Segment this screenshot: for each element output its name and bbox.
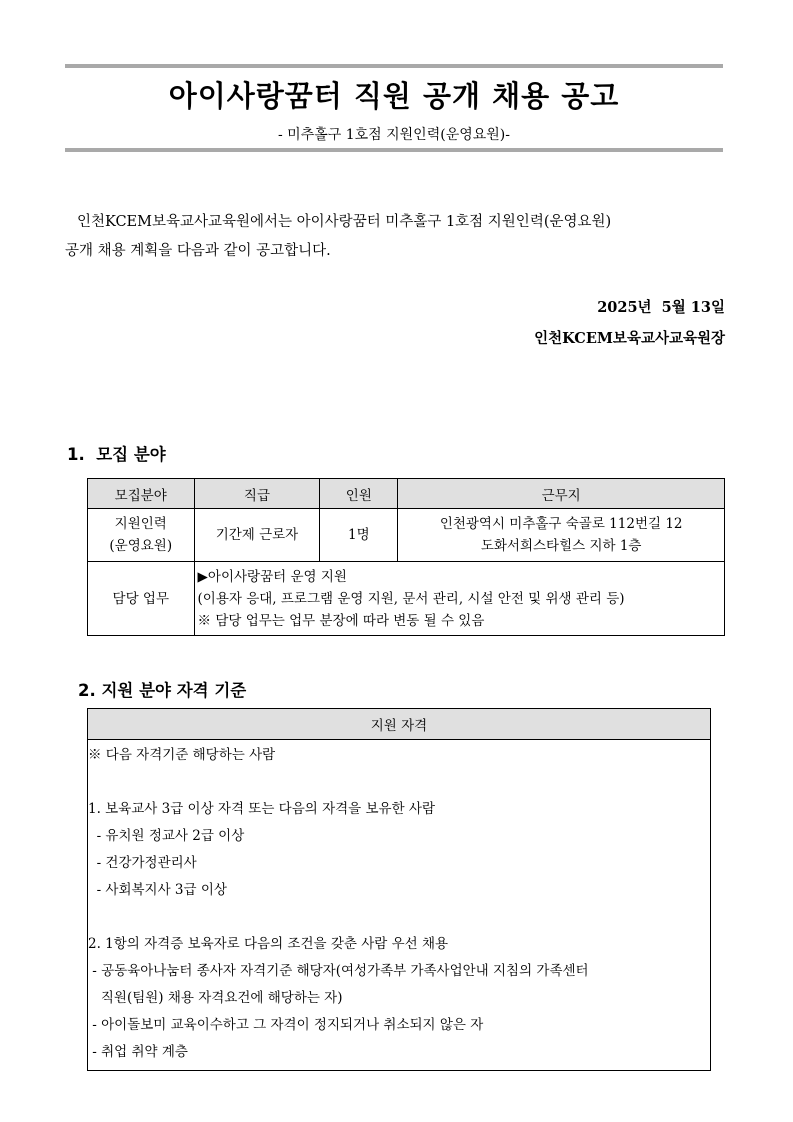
intro-paragraph [65, 208, 725, 266]
table-row [88, 509, 725, 562]
rank-cell: 기간제 근로자 [194, 509, 320, 562]
table-row [88, 740, 711, 1071]
qualification-cell [88, 740, 711, 1071]
duty-line: (이용자 응대, 프로그램 운영 지원, 문서 관리, 시설 안전 및 위생 관리 등) [197, 590, 625, 607]
page-title: 아이사랑꿈터 직원 공개 채용 공고 [168, 79, 620, 113]
duty-line: ▶아이사랑꿈터 운영 지원 [197, 568, 347, 585]
duty-cell [194, 562, 724, 636]
spacer [88, 904, 710, 931]
location-cell [398, 509, 725, 562]
qualification-sub-item: - 취업 취약 계층 [88, 1044, 188, 1060]
field-line: 지원인력 [114, 516, 167, 532]
duty-line: ※ 담당 업무는 업무 분장에 따라 변동 될 수 있음 [197, 612, 485, 629]
count-cell: 1명 [320, 509, 398, 562]
qualification-sub-item: - 아이돌보미 교육이수하고 그 자격이 정지되거나 취소되지 않은 자 [88, 1017, 484, 1033]
issuer-name: 인천KCEM보육교사교육원장 [534, 330, 725, 347]
top-rule [65, 64, 723, 68]
column-header: 직급 [194, 479, 320, 509]
column-header: 모집분야 [88, 479, 195, 509]
field-cell [88, 509, 195, 562]
qualification-item-title: 1. 보육교사 3급 이상 자격 또는 다음의 자격을 보유한 사람 [88, 801, 435, 817]
page-subtitle: - 미추홀구 1호점 지원인력(운영요원)- [278, 127, 510, 143]
recruitment-table [87, 478, 725, 636]
location-line: 인천광역시 미추홀구 숙골로 112번길 12 [439, 516, 683, 532]
column-header: 인원 [320, 479, 398, 509]
column-header: 지원 자격 [88, 709, 711, 740]
qualification-sub-item: 직원(팀원) 채용 자격요건에 해당하는 자) [88, 990, 343, 1006]
table-header-row [88, 479, 725, 509]
field-line: (운영요원) [109, 538, 173, 554]
qualification-sub-item: - 사회복지사 3급 이상 [88, 882, 227, 898]
intro-line-2: 공개 채용 계획을 다음과 같이 공고합니다. [65, 243, 331, 259]
duty-label-cell: 담당 업무 [88, 562, 195, 636]
qualification-sub-item: - 공동육아나눔터 종사자 자격기준 해당자(여성가족부 가족사업안내 지침의 가족센터 [88, 963, 589, 979]
qualification-sub-item: - 건강가정관리사 [88, 855, 197, 871]
location-line: 도화서희스타힐스 지하 1층 [480, 538, 642, 554]
qualification-table [87, 708, 711, 1071]
spacer [88, 769, 710, 796]
qualification-note: ※ 다음 자격기준 해당하는 사람 [88, 747, 276, 763]
announcement-date: 2025년 5월 13일 [597, 299, 725, 316]
qualification-item-title: 2. 1항의 자격증 보육자로 다음의 조건을 갖춘 사람 우선 채용 [88, 936, 449, 952]
column-header: 근무지 [398, 479, 725, 509]
intro-line-1: 인천KCEM보육교사교육원에서는 아이사랑꿈터 미추홀구 1호점 지원인력(운영요원) [77, 214, 612, 230]
qualification-sub-item: - 유치원 정교사 2급 이상 [88, 828, 245, 844]
table-row [88, 562, 725, 636]
section-2-heading: 2. 지원 분야 자격 기준 [78, 681, 247, 700]
section-1-heading: 1. 모집 분야 [67, 445, 166, 464]
table-header-row [88, 709, 711, 740]
bottom-rule [65, 148, 723, 152]
